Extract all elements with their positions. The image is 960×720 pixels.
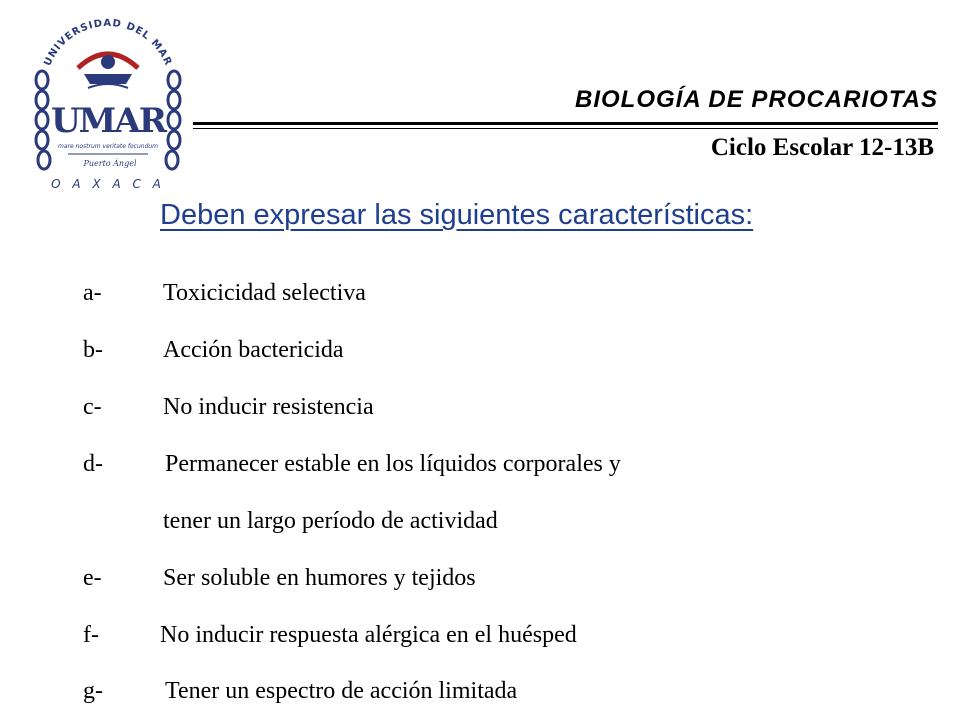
logo-place: Puerto Ángel [83,159,137,168]
list-item-letter: b- [83,337,103,363]
list-item-text: Permanecer estable en los líquidos corporales y [165,451,621,477]
logo-motto: mare nostrum veritate focundum [57,143,159,150]
list-item-text: Ser soluble en humores y tejidos [163,565,476,591]
list-item-letter: e- [83,565,102,591]
list-item-text: No inducir resistencia [163,394,374,420]
chain-right-icon [166,71,180,169]
list-item-letter: d- [83,451,103,477]
chain-left-icon [36,71,50,169]
logo-state: O A X A C A [51,177,165,191]
logo-monogram: UMAR [51,101,165,141]
course-title: BIOLOGÍA DE PROCARIOTAS [574,86,938,113]
header-divider [193,122,938,125]
logo-ring-text: UNIVERSIDAD DEL MAR [42,17,174,68]
slide-heading: Deben expresar las siguientes características: [160,199,754,231]
list-item-text: tener un largo período de actividad [163,508,498,534]
university-logo [28,10,188,196]
list-item-text: Toxicicidad selectiva [163,280,366,306]
list-item-letter: f- [83,622,99,648]
school-cycle: Ciclo Escolar 12-13B [710,134,934,161]
list-item-letter: c- [83,394,102,420]
emblem-icon [78,54,138,88]
list-item-text: Acción bactericida [163,337,344,363]
list-item-letter: a- [83,280,102,306]
list-item-letter: g- [83,678,103,704]
list-item-text: No inducir respuesta alérgica en el huésped [160,622,577,648]
header-divider-thin [193,128,938,129]
list-item-text: Tener un espectro de acción limitada [165,678,518,704]
